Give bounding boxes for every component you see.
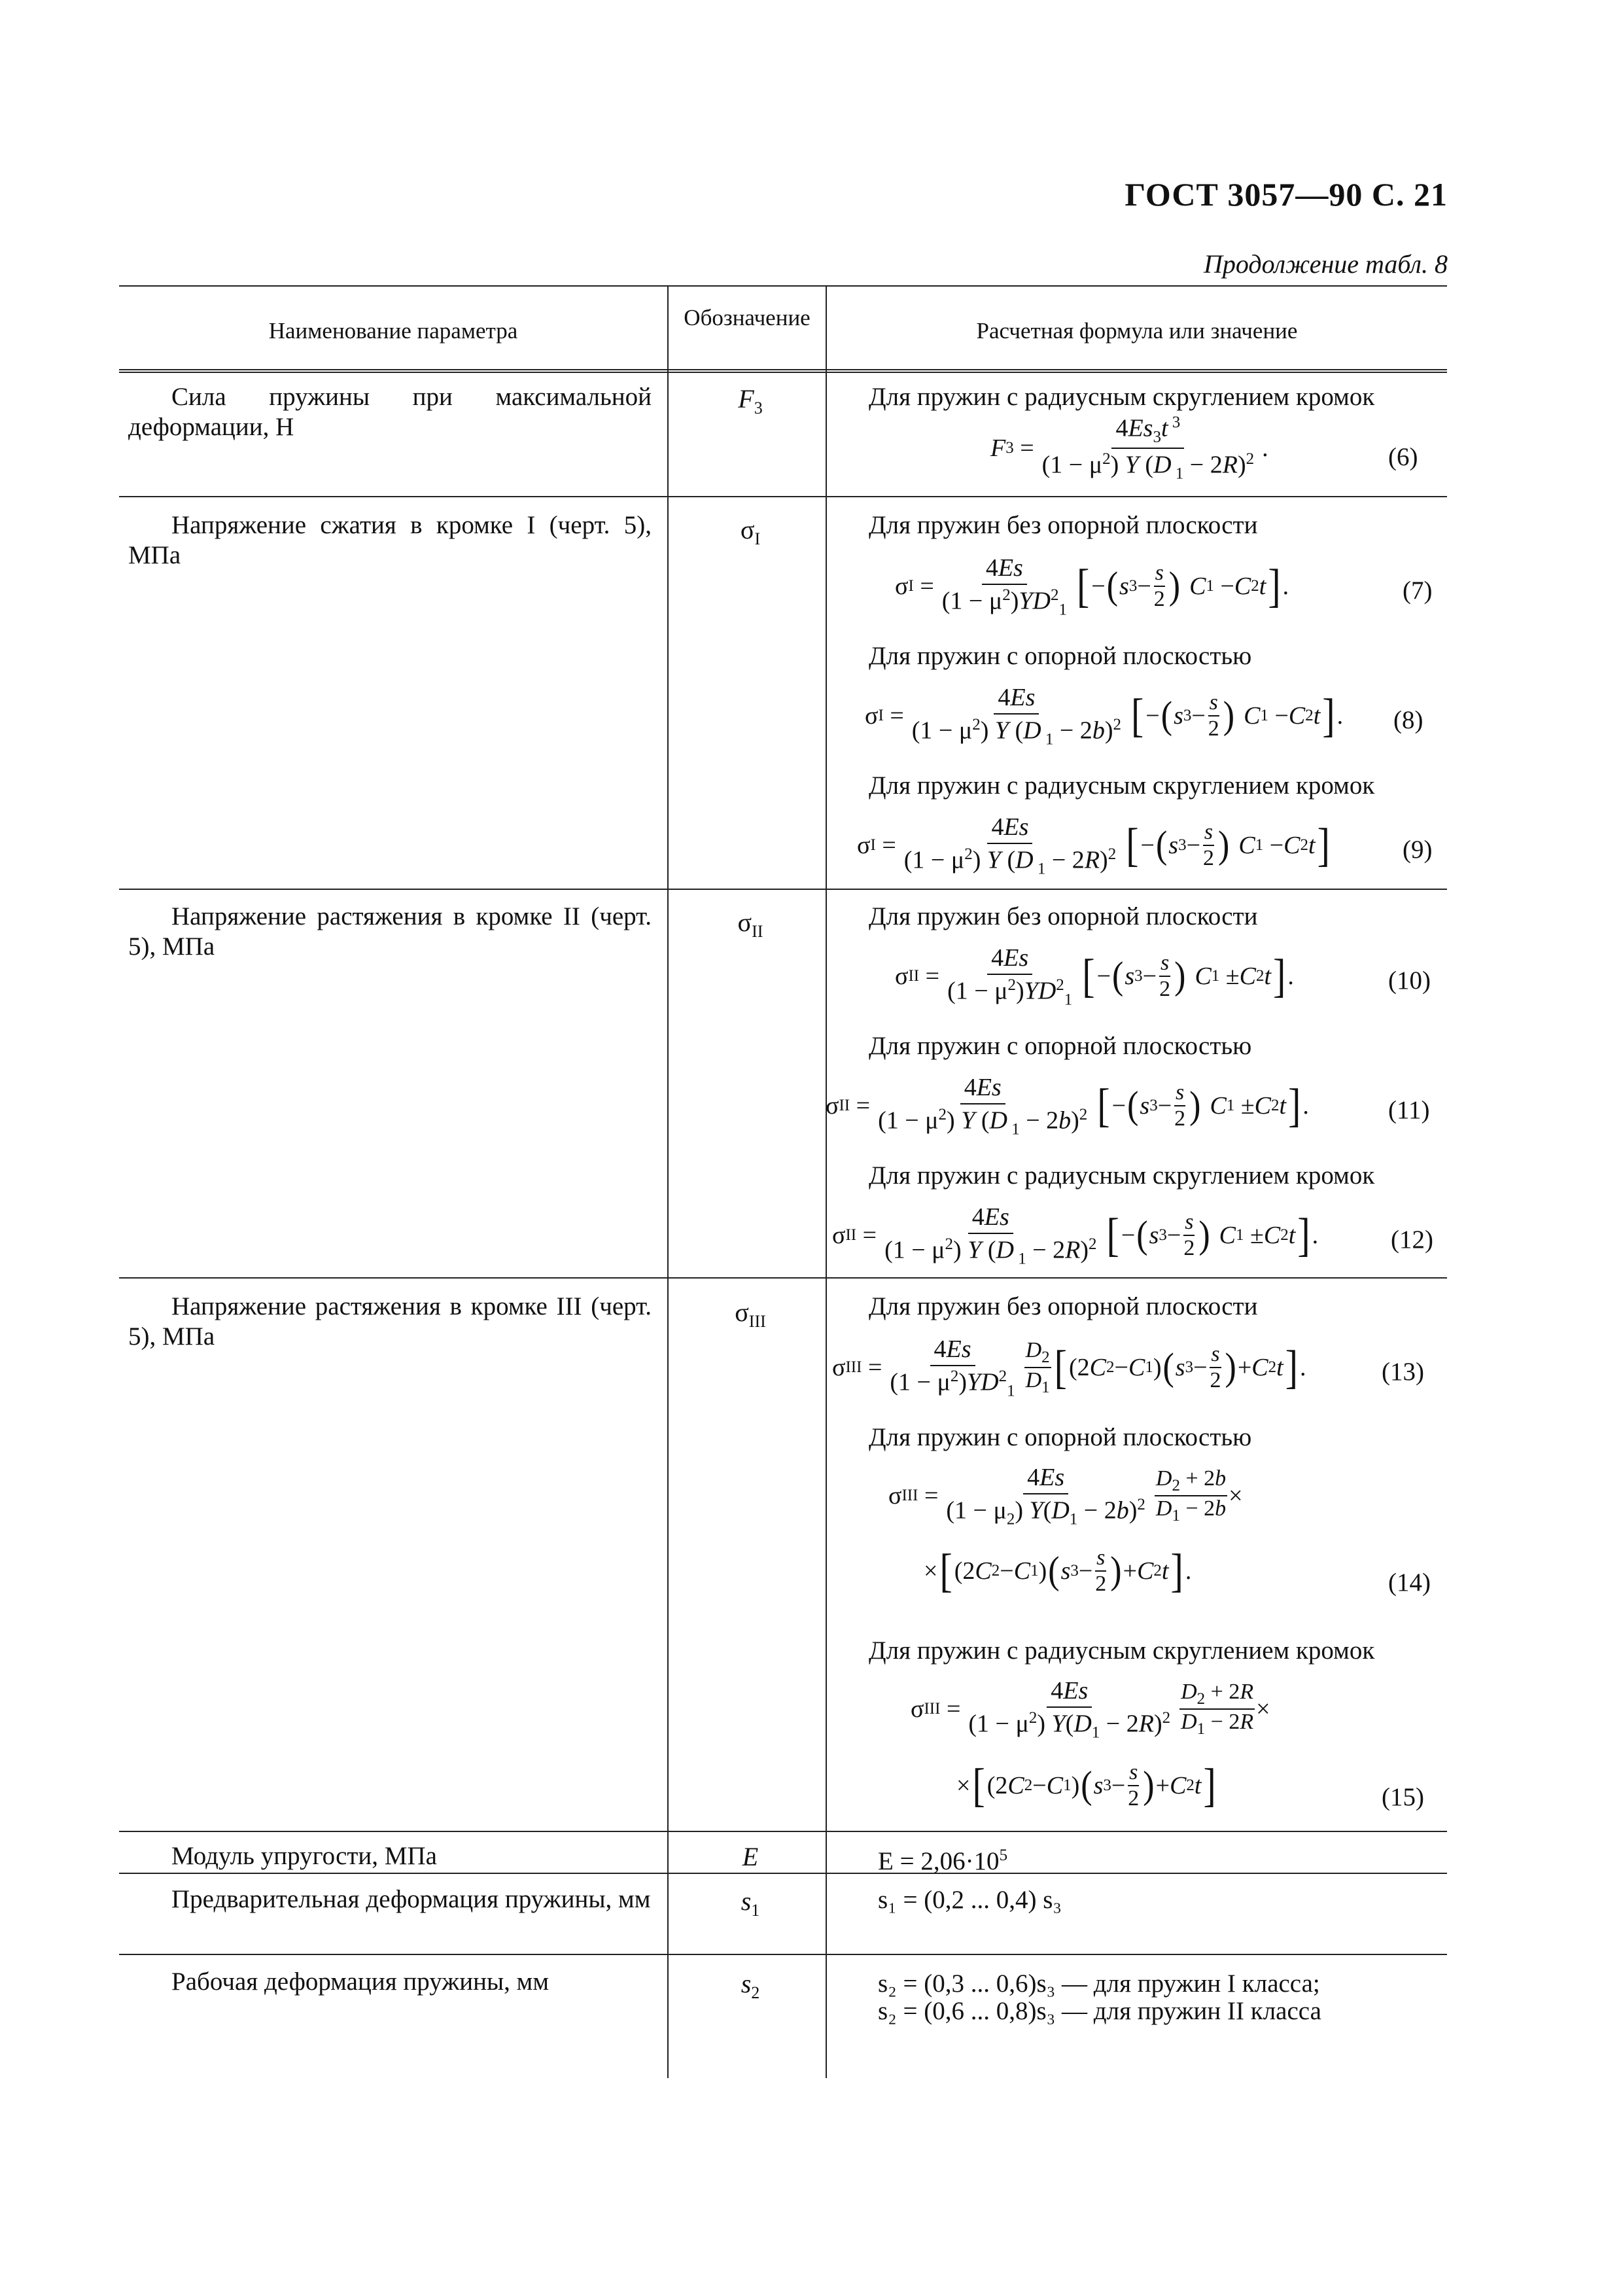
formula-condition: Для пружин без опорной плоскости	[869, 511, 1258, 539]
param-value-line: s₂ = (0,6 ... 0,8)s₃ — для пружин II класса	[878, 1997, 1321, 2025]
row-rule	[119, 1873, 1447, 1874]
param-name: Рабочая деформация пружины, мм	[171, 1968, 550, 1996]
formula-condition: Для пружин с опорной плоскостью	[869, 1032, 1252, 1060]
row-rule	[119, 1277, 1447, 1279]
formula-condition: Для пружин с радиусным скруглением кромок	[869, 1636, 1375, 1665]
equation-number: (10)	[1388, 966, 1431, 995]
equation-number: (15)	[1382, 1783, 1424, 1811]
equation-number: (11)	[1388, 1096, 1430, 1124]
formula-7: σ I = $\frac{4Es}{(1 - \mu^2)YD^2_1}$ [ − ( s 3 − $\frac{s}{2}$ ) C 1 − C 2 t ] .	[895, 554, 1289, 619]
column-divider	[667, 285, 669, 2078]
param-name: Напряжение растяжения в кромке II (черт. 5), МПа	[128, 902, 652, 961]
param-value-line: s₂ = (0,3 ... 0,6)s₃ — для пружин I класса;	[878, 1969, 1320, 1998]
column-header-name: Наименование параметра	[268, 318, 518, 344]
equation-number: (9)	[1403, 836, 1433, 864]
row-rule	[119, 496, 1447, 497]
param-symbol: $F_3$	[738, 384, 763, 417]
formula-condition: Для пружин без опорной плоскости	[869, 902, 1258, 930]
formula-13: σ III = $\frac{4Es}{(1 - \mu^2)YD^2_1}$ $\frac{D_2}{D_1}$ [ (2 C 2 − C 1 ) ( s 3 − $\frac{s}{2}$ ) + C 2 t ] .	[832, 1335, 1306, 1400]
formula-condition: Для пружин с опорной плоскостью	[869, 1423, 1252, 1451]
equation-number: (7)	[1403, 576, 1433, 605]
equation-number: (8)	[1393, 706, 1423, 734]
formula-15-part-2: × [ (2 C 2 − C 1 ) ( s 3 − $\frac{s}{2}$ ) + C 2 t ]	[956, 1758, 1216, 1812]
equation-number: (12)	[1391, 1226, 1433, 1254]
formula-14-part-2: × [ (2 C 2 − C 1 ) ( s 3 − $\frac{s}{2}$ ) + C 2 t ] .	[924, 1544, 1192, 1597]
page-header: ГОСТ 3057—90 С. 21	[1125, 176, 1448, 213]
formula-condition: Для пружин с радиусным скруглением кромок	[869, 1161, 1375, 1190]
formula-condition: Для пружин с радиусным скруглением кромок	[869, 771, 1375, 800]
param-symbol: $s_2$	[741, 1969, 760, 2002]
equation-number: (14)	[1388, 1568, 1431, 1597]
formula-8: σ I = $\frac{4Es}{(1 - \mu^2) Y (D _1 - 2b)^2}$ [ − ( s 3 − $\frac{s}{2}$ ) C 1 − C 2 t ] .	[865, 684, 1344, 749]
formula-condition: Для пружин с опорной плоскостью	[869, 642, 1252, 670]
parameter-table	[119, 285, 1447, 2078]
param-name: Напряжение сжатия в кромке I (черт. 5), МПа	[128, 511, 652, 569]
row-rule	[119, 1831, 1447, 1832]
param-name: Напряжение растяжения в кромке III (черт. 5), МПа	[128, 1292, 652, 1351]
row-rule	[119, 889, 1447, 890]
param-symbol: $\sigma_I$	[740, 515, 761, 548]
equation-number: (13)	[1382, 1358, 1424, 1386]
formula-condition: Для пружин без опорной плоскости	[869, 1292, 1258, 1320]
formula-6: F 3 = $\frac{4Es_3t ^3}{(1 - \mu^2) Y (D _1 - 2R)^2}$ .	[990, 414, 1268, 483]
column-divider	[826, 285, 827, 2078]
formula-11: σ II = $\frac{4Es}{(1 - \mu^2) Y (D _1 - 2b)^2}$ [ − ( s 3 − $\frac{s}{2}$ ) C 1 ± C 2 t ] .	[826, 1074, 1309, 1139]
param-symbol: $s_1$	[741, 1886, 760, 1920]
formula-15-part-1: σ III = $\frac{4Es}{(1 - \mu^2) Y(D_1 - 2R)^2}$ $\frac{D_2 + 2R}{D_1 - 2R}$ ×	[911, 1677, 1270, 1742]
column-header-formula: Расчетная формула или значение	[976, 318, 1298, 344]
formula-condition: Для пружин с радиусным скруглением кромок	[869, 383, 1375, 411]
formula-14-part-1: σ III = $\frac{4Es}{(1 - \mu_2) Y(D_1 - 2b)^2}$ $\frac{D_2 + 2b}{D_1 - 2b}$ ×	[888, 1464, 1243, 1528]
row-rule	[119, 1954, 1447, 1955]
formula-9: σ I = $\frac{4Es}{(1 - \mu^2) Y (D _1 - 2R)^2}$ [ − ( s 3 − $\frac{s}{2}$ ) C 1 − C 2 t ]	[857, 813, 1330, 878]
param-name: Модуль упругости, МПа	[171, 1842, 437, 1870]
param-symbol: $\sigma_{III}$	[735, 1298, 766, 1331]
equation-number: (6)	[1388, 443, 1418, 471]
param-value: s₁ = (0,2 ... 0,4) s₃	[878, 1886, 1062, 1914]
param-name: Предварительная деформация пружины, мм	[171, 1885, 651, 1913]
param-value: $E = 2,06\cdot 10^5$	[878, 1846, 1008, 1875]
param-symbol: E	[742, 1842, 759, 1871]
param-name: Сила пружины при максимальной деформации, Н	[128, 383, 652, 441]
param-symbol: $\sigma_{II}$	[737, 908, 763, 941]
formula-10: σ II = $\frac{4Es}{(1 - \mu^2)YD^2_1}$ [ − ( s 3 − $\frac{s}{2}$ ) C 1 ± C 2 t ] .	[895, 944, 1294, 1009]
table-top-rule	[119, 285, 1447, 287]
header-rule	[119, 369, 1447, 373]
formula-12: σ II = $\frac{4Es}{(1 - \mu^2) Y (D _1 - 2R)^2}$ [ − ( s 3 − $\frac{s}{2}$ ) C 1 ± C 2 t ] .	[832, 1203, 1319, 1268]
table-caption: Продолжение табл. 8	[1203, 249, 1448, 279]
column-header-symbol: Обозначение	[684, 305, 811, 330]
